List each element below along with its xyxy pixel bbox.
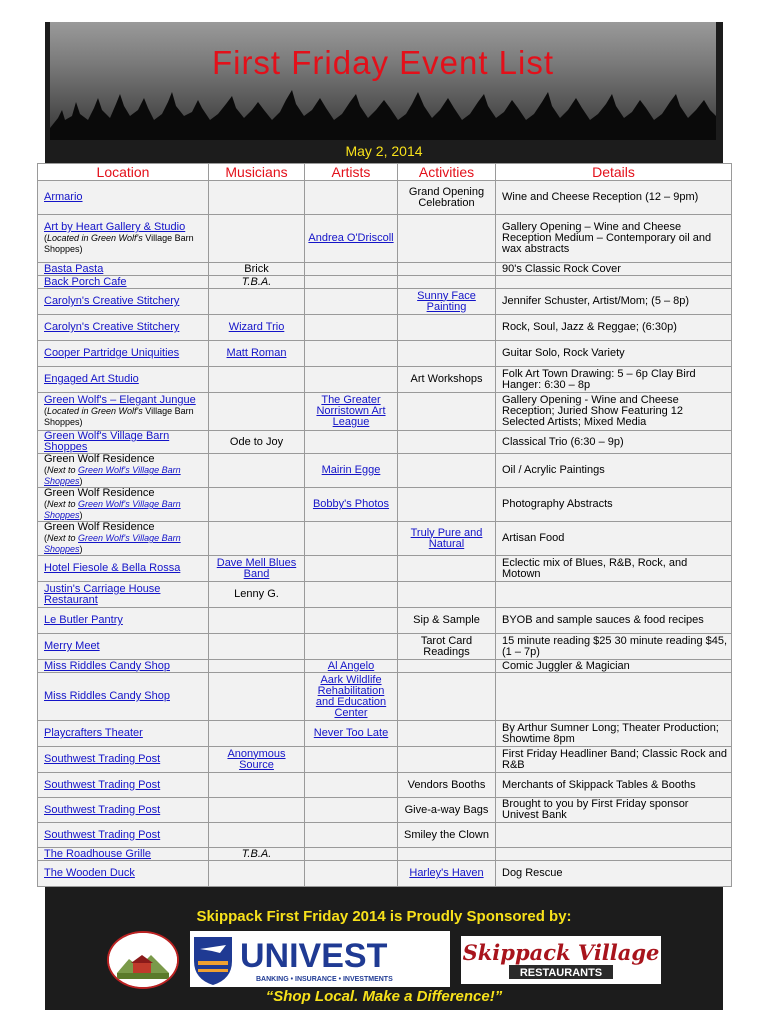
table-row bbox=[38, 823, 732, 848]
table-row bbox=[38, 608, 732, 634]
table-header-row bbox=[38, 164, 732, 181]
location-link[interactable]: The Roadhouse Grille bbox=[44, 847, 152, 860]
location-cell bbox=[38, 454, 209, 488]
location-cell bbox=[38, 315, 209, 341]
univest-subline: BANKING • INSURANCE • INVESTMENTS bbox=[256, 976, 393, 983]
location-link[interactable]: Justin's Carriage House Restaurant bbox=[44, 582, 161, 606]
location-note bbox=[44, 499, 205, 521]
location-cell bbox=[38, 848, 209, 861]
details-cell bbox=[496, 747, 732, 773]
skippack-restaurants-logo-icon bbox=[461, 936, 661, 984]
table-row bbox=[38, 673, 732, 721]
location-cell bbox=[38, 289, 209, 315]
artists-cell bbox=[305, 861, 398, 887]
location-cell bbox=[38, 582, 209, 608]
table-row bbox=[38, 341, 732, 367]
activities-cell bbox=[398, 798, 496, 823]
detail-text: Dog Rescue bbox=[502, 867, 563, 879]
details-cell bbox=[496, 608, 732, 634]
musicians-cell bbox=[209, 488, 305, 522]
artists-cell bbox=[305, 747, 398, 773]
location-name: Green Wolf Residence bbox=[44, 521, 155, 533]
location-cell bbox=[38, 522, 209, 556]
musician-link[interactable]: Matt Roman bbox=[226, 347, 287, 359]
artists-cell bbox=[305, 276, 398, 289]
musicians-cell bbox=[209, 367, 305, 393]
column-activities: Activities bbox=[398, 164, 496, 181]
artists-cell bbox=[305, 367, 398, 393]
artist-link[interactable]: Mairin Egge bbox=[321, 464, 381, 476]
location-name: Green Wolf Residence bbox=[44, 453, 155, 465]
detail-text: Guitar Solo, Rock Variety bbox=[502, 347, 625, 359]
artists-cell bbox=[305, 454, 398, 488]
detail-text: Artisan Food bbox=[502, 532, 565, 544]
musicians-cell bbox=[209, 341, 305, 367]
location-link[interactable]: Green Wolf's Village Barn Shoppes bbox=[44, 430, 170, 453]
details-cell bbox=[496, 582, 732, 608]
location-link[interactable]: Armario bbox=[44, 191, 83, 203]
location-link[interactable]: Miss Riddles Candy Shop bbox=[44, 659, 170, 672]
musicians-cell bbox=[209, 660, 305, 673]
location-note-open: ( bbox=[44, 233, 47, 243]
musicians-cell bbox=[209, 556, 305, 582]
details-cell bbox=[496, 315, 732, 341]
table-row bbox=[38, 454, 732, 488]
table-row bbox=[38, 798, 732, 823]
activities-cell bbox=[398, 861, 496, 887]
musician-name: Ode to Joy bbox=[229, 435, 284, 448]
activities-cell bbox=[398, 773, 496, 798]
location-cell bbox=[38, 215, 209, 263]
table-row bbox=[38, 556, 732, 582]
activities-cell bbox=[398, 582, 496, 608]
detail-text: Oil / Acrylic Paintings bbox=[502, 464, 605, 476]
activities-cell bbox=[398, 315, 496, 341]
activities-cell bbox=[398, 522, 496, 556]
location-link[interactable]: Southwest Trading Post bbox=[44, 753, 161, 765]
column-musicians: Musicians bbox=[209, 164, 305, 181]
activities-cell bbox=[398, 608, 496, 634]
location-cell bbox=[38, 431, 209, 454]
location-link[interactable]: Art by Heart Gallery & Studio bbox=[44, 221, 186, 233]
activity-link[interactable]: Sunny Face Painting bbox=[417, 289, 476, 313]
details-cell bbox=[496, 454, 732, 488]
activities-cell bbox=[398, 747, 496, 773]
musicians-cell bbox=[209, 393, 305, 431]
artist-link[interactable]: Andrea O'Driscoll bbox=[308, 232, 394, 244]
location-cell bbox=[38, 181, 209, 215]
location-note-link[interactable]: Green Wolf's Village Barn Shoppes bbox=[44, 533, 181, 554]
artist-link[interactable]: The Greater Norristown Art League bbox=[316, 394, 386, 428]
musician-link[interactable]: Wizard Trio bbox=[228, 321, 285, 333]
location-name: Green Wolf Residence bbox=[44, 487, 155, 499]
location-cell bbox=[38, 488, 209, 522]
location-note-link[interactable]: Green Wolf's Village Barn Shoppes bbox=[44, 499, 181, 520]
details-cell bbox=[496, 181, 732, 215]
artists-cell bbox=[305, 431, 398, 454]
artists-cell bbox=[305, 556, 398, 582]
column-artists: Artists bbox=[305, 164, 398, 181]
table-row bbox=[38, 181, 732, 215]
activity-link[interactable]: Harley's Haven bbox=[409, 867, 484, 879]
artists-cell bbox=[305, 798, 398, 823]
skippack-restaurants-logo bbox=[461, 936, 661, 984]
artists-cell bbox=[305, 289, 398, 315]
musician-name: Brick bbox=[244, 262, 269, 275]
musicians-cell bbox=[209, 263, 305, 276]
artists-cell bbox=[305, 608, 398, 634]
event-date: May 2, 2014 bbox=[45, 140, 723, 162]
table-row bbox=[38, 634, 732, 660]
detail-text: 90's Classic Rock Cover bbox=[502, 262, 621, 275]
location-link[interactable]: Cooper Partridge Uniquities bbox=[44, 347, 180, 359]
detail-text: Gallery Opening - Wine and Cheese Reception; Juried Show Featuring 12 Selected Artists; Mixed Media bbox=[502, 394, 683, 428]
location-note-close: ) bbox=[79, 476, 83, 486]
tagline: “Shop Local. Make a Difference!” bbox=[265, 988, 503, 1005]
table-row bbox=[38, 393, 732, 431]
location-note bbox=[44, 406, 205, 428]
location-cell bbox=[38, 367, 209, 393]
activities-cell bbox=[398, 488, 496, 522]
details-cell bbox=[496, 634, 732, 660]
musicians-cell bbox=[209, 522, 305, 556]
activities-cell bbox=[398, 181, 496, 215]
details-cell bbox=[496, 367, 732, 393]
sponsor-line: Skippack First Friday 2014 is Proudly Sponsored by: bbox=[196, 908, 572, 925]
artists-cell bbox=[305, 660, 398, 673]
location-link[interactable]: Playcrafters Theater bbox=[44, 727, 143, 739]
table-row bbox=[38, 582, 732, 608]
details-cell bbox=[496, 522, 732, 556]
activities-cell bbox=[398, 721, 496, 747]
table-row bbox=[38, 215, 732, 263]
artists-cell bbox=[305, 488, 398, 522]
details-cell bbox=[496, 276, 732, 289]
detail-text: Classical Trio (6:30 – 9p) bbox=[502, 435, 624, 448]
musicians-cell bbox=[209, 215, 305, 263]
table-row bbox=[38, 522, 732, 556]
table-row bbox=[38, 315, 732, 341]
location-cell bbox=[38, 673, 209, 721]
musicians-cell bbox=[209, 861, 305, 887]
details-cell bbox=[496, 823, 732, 848]
location-link[interactable]: Engaged Art Studio bbox=[44, 373, 139, 385]
activities-cell bbox=[398, 660, 496, 673]
column-details: Details bbox=[496, 164, 732, 181]
restaurants-script: Skippack Village bbox=[462, 940, 660, 965]
musicians-cell bbox=[209, 289, 305, 315]
location-note-open: ( bbox=[44, 533, 47, 543]
details-cell bbox=[496, 721, 732, 747]
artist-link[interactable]: Aark Wildlife Rehabilitation and Education Center bbox=[315, 673, 387, 719]
detail-text: Wine and Cheese Reception (12 – 9pm) bbox=[502, 191, 699, 203]
details-cell bbox=[496, 848, 732, 861]
activity-name: Tarot Card Readings bbox=[420, 634, 473, 658]
location-note bbox=[44, 233, 205, 255]
detail-text: Rock, Soul, Jazz & Reggae; (6:30p) bbox=[502, 321, 677, 333]
location-cell bbox=[38, 721, 209, 747]
activity-name: Vendors Booths bbox=[407, 778, 486, 791]
location-link[interactable]: Basta Pasta bbox=[44, 262, 104, 275]
location-note-text: Next to bbox=[47, 465, 76, 475]
location-note-close: Village Barn Shoppes) bbox=[44, 233, 194, 254]
artists-cell bbox=[305, 393, 398, 431]
musicians-cell bbox=[209, 673, 305, 721]
detail-text: Folk Art Town Drawing: 5 – 6p Clay Bird Hanger: 6:30 – 8p bbox=[502, 367, 696, 391]
activity-name: Art Workshops bbox=[410, 373, 483, 385]
musicians-cell bbox=[209, 315, 305, 341]
details-cell bbox=[496, 289, 732, 315]
table-row bbox=[38, 276, 732, 289]
detail-text: By Arthur Sumner Long; Theater Production; Showtime 8pm bbox=[502, 721, 719, 745]
activities-cell bbox=[398, 263, 496, 276]
location-note-text: Next to bbox=[47, 533, 76, 543]
detail-text: Brought to you by First Friday sponsor Univest Bank bbox=[502, 798, 689, 821]
artists-cell bbox=[305, 848, 398, 861]
location-note-link[interactable]: Green Wolf's Village Barn Shoppes bbox=[44, 465, 181, 486]
musicians-cell bbox=[209, 798, 305, 823]
artists-cell bbox=[305, 721, 398, 747]
location-link[interactable]: Carolyn's Creative Stitchery bbox=[44, 321, 180, 333]
artists-cell bbox=[305, 215, 398, 263]
table-row bbox=[38, 747, 732, 773]
table-row bbox=[38, 289, 732, 315]
table-row bbox=[38, 488, 732, 522]
activities-cell bbox=[398, 393, 496, 431]
musician-name: Lenny G. bbox=[234, 588, 279, 600]
activities-cell bbox=[398, 367, 496, 393]
univest-logo bbox=[190, 931, 450, 987]
musicians-cell bbox=[209, 582, 305, 608]
location-cell bbox=[38, 747, 209, 773]
location-cell bbox=[38, 393, 209, 431]
musicians-cell bbox=[209, 721, 305, 747]
detail-text: Photography Abstracts bbox=[502, 498, 613, 510]
location-link[interactable]: Southwest Trading Post bbox=[44, 803, 161, 816]
details-cell bbox=[496, 341, 732, 367]
location-cell bbox=[38, 634, 209, 660]
activities-cell bbox=[398, 289, 496, 315]
table-row bbox=[38, 367, 732, 393]
activities-cell bbox=[398, 848, 496, 861]
location-note-open: ( bbox=[44, 465, 47, 475]
restaurants-banner: RESTAURANTS bbox=[519, 967, 603, 979]
musicians-cell bbox=[209, 454, 305, 488]
musicians-cell bbox=[209, 773, 305, 798]
activity-name: Sip & Sample bbox=[413, 614, 480, 626]
location-cell bbox=[38, 608, 209, 634]
artists-cell bbox=[305, 773, 398, 798]
musicians-cell bbox=[209, 181, 305, 215]
detail-text: Gallery Opening – Wine and Cheese Reception Medium – Contemporary oil and wax abstracts bbox=[502, 221, 712, 255]
skippack-village-logo bbox=[107, 931, 179, 989]
table-row bbox=[38, 773, 732, 798]
location-link[interactable]: Southwest Trading Post bbox=[44, 778, 161, 791]
location-link[interactable]: Back Porch Cafe bbox=[44, 275, 127, 288]
crowd-silhouette-icon bbox=[50, 80, 716, 140]
location-link[interactable]: Le Butler Pantry bbox=[44, 614, 123, 626]
details-cell bbox=[496, 861, 732, 887]
details-cell bbox=[496, 488, 732, 522]
details-cell bbox=[496, 798, 732, 823]
location-cell bbox=[38, 341, 209, 367]
location-note bbox=[44, 533, 205, 555]
detail-text: 15 minute reading $25 30 minute reading $45, (1 – 7p) bbox=[502, 634, 728, 658]
detail-text: Jennifer Schuster, Artist/Mom; (5 – 8p) bbox=[502, 295, 690, 307]
artist-link[interactable]: Never Too Late bbox=[313, 727, 389, 739]
activity-name: Grand Opening Celebration bbox=[408, 185, 485, 209]
location-cell bbox=[38, 823, 209, 848]
activity-name: Give-a-way Bags bbox=[404, 803, 489, 816]
artist-link[interactable]: Al Angelo bbox=[327, 659, 375, 672]
table-row bbox=[38, 721, 732, 747]
musician-name: T.B.A. bbox=[241, 275, 272, 288]
location-link[interactable]: Hotel Fiesole & Bella Rossa bbox=[44, 562, 181, 574]
artists-cell bbox=[305, 341, 398, 367]
musicians-cell bbox=[209, 634, 305, 660]
musicians-cell bbox=[209, 823, 305, 848]
artists-cell bbox=[305, 823, 398, 848]
detail-text: BYOB and sample sauces & food recipes bbox=[502, 614, 704, 626]
location-cell bbox=[38, 276, 209, 289]
musician-link[interactable]: Dave Mell Blues Band bbox=[216, 556, 297, 580]
details-cell bbox=[496, 393, 732, 431]
detail-text: Eclectic mix of Blues, R&B, Rock, and Motown bbox=[502, 556, 688, 580]
location-note-close: ) bbox=[79, 510, 83, 520]
location-cell bbox=[38, 798, 209, 823]
header-banner bbox=[50, 22, 716, 140]
musicians-cell bbox=[209, 608, 305, 634]
artists-cell bbox=[305, 582, 398, 608]
activities-cell bbox=[398, 431, 496, 454]
artists-cell bbox=[305, 315, 398, 341]
activities-cell bbox=[398, 276, 496, 289]
table-row bbox=[38, 861, 732, 887]
skippack-village-logo-icon bbox=[109, 933, 177, 987]
activities-cell bbox=[398, 556, 496, 582]
activities-cell bbox=[398, 341, 496, 367]
details-cell bbox=[496, 556, 732, 582]
musicians-cell bbox=[209, 276, 305, 289]
location-link[interactable]: Merry Meet bbox=[44, 640, 100, 652]
location-link[interactable]: Carolyn's Creative Stitchery bbox=[44, 295, 180, 307]
univest-wordmark: UNIVEST bbox=[240, 937, 388, 975]
musicians-cell bbox=[209, 431, 305, 454]
activities-cell bbox=[398, 823, 496, 848]
table-row bbox=[38, 848, 732, 861]
activities-cell bbox=[398, 673, 496, 721]
location-link[interactable]: Southwest Trading Post bbox=[44, 828, 161, 841]
details-cell bbox=[496, 773, 732, 798]
musician-name: T.B.A. bbox=[241, 847, 272, 860]
location-cell bbox=[38, 556, 209, 582]
location-link[interactable]: The Wooden Duck bbox=[44, 867, 135, 879]
details-cell bbox=[496, 263, 732, 276]
details-cell bbox=[496, 431, 732, 454]
artist-link[interactable]: Bobby's Photos bbox=[312, 498, 390, 510]
location-note-open: ( bbox=[44, 406, 47, 416]
table-row bbox=[38, 660, 732, 673]
location-note bbox=[44, 465, 205, 487]
activities-cell bbox=[398, 454, 496, 488]
detail-text: Comic Juggler & Magician bbox=[502, 659, 630, 672]
activity-name: Smiley the Clown bbox=[404, 828, 489, 841]
activities-cell bbox=[398, 215, 496, 263]
location-cell bbox=[38, 773, 209, 798]
location-note-text: Located in Green Wolf's bbox=[47, 406, 143, 416]
location-link[interactable]: Miss Riddles Candy Shop bbox=[44, 690, 170, 702]
details-cell bbox=[496, 673, 732, 721]
table-row bbox=[38, 431, 732, 454]
artists-cell bbox=[305, 181, 398, 215]
musicians-cell bbox=[209, 747, 305, 773]
location-note-text: Next to bbox=[47, 499, 76, 509]
details-cell bbox=[496, 215, 732, 263]
activities-cell bbox=[398, 634, 496, 660]
activity-link[interactable]: Truly Pure and Natural bbox=[410, 526, 483, 550]
details-cell bbox=[496, 660, 732, 673]
location-note-close: ) bbox=[79, 544, 83, 554]
artists-cell bbox=[305, 634, 398, 660]
artists-cell bbox=[305, 263, 398, 276]
location-cell bbox=[38, 861, 209, 887]
musician-link[interactable]: Anonymous Source bbox=[227, 747, 286, 771]
location-note-open: ( bbox=[44, 499, 47, 509]
location-cell bbox=[38, 660, 209, 673]
univest-eagle-icon bbox=[190, 931, 450, 987]
table-row bbox=[38, 263, 732, 276]
artists-cell bbox=[305, 673, 398, 721]
detail-text: Merchants of Skippack Tables & Booths bbox=[502, 778, 696, 791]
detail-text: First Friday Headliner Band; Classic Rock and R&B bbox=[502, 747, 727, 771]
page-title: First Friday Event List bbox=[211, 44, 555, 81]
artists-cell bbox=[305, 522, 398, 556]
musicians-cell bbox=[209, 848, 305, 861]
location-link[interactable]: Green Wolf's – Elegant Jungue bbox=[44, 394, 196, 406]
location-cell bbox=[38, 263, 209, 276]
column-location: Location bbox=[38, 164, 209, 181]
location-note-close: Village Barn Shoppes) bbox=[44, 406, 194, 427]
location-note-text: Located in Green Wolf's bbox=[47, 233, 143, 243]
event-table bbox=[37, 163, 732, 887]
